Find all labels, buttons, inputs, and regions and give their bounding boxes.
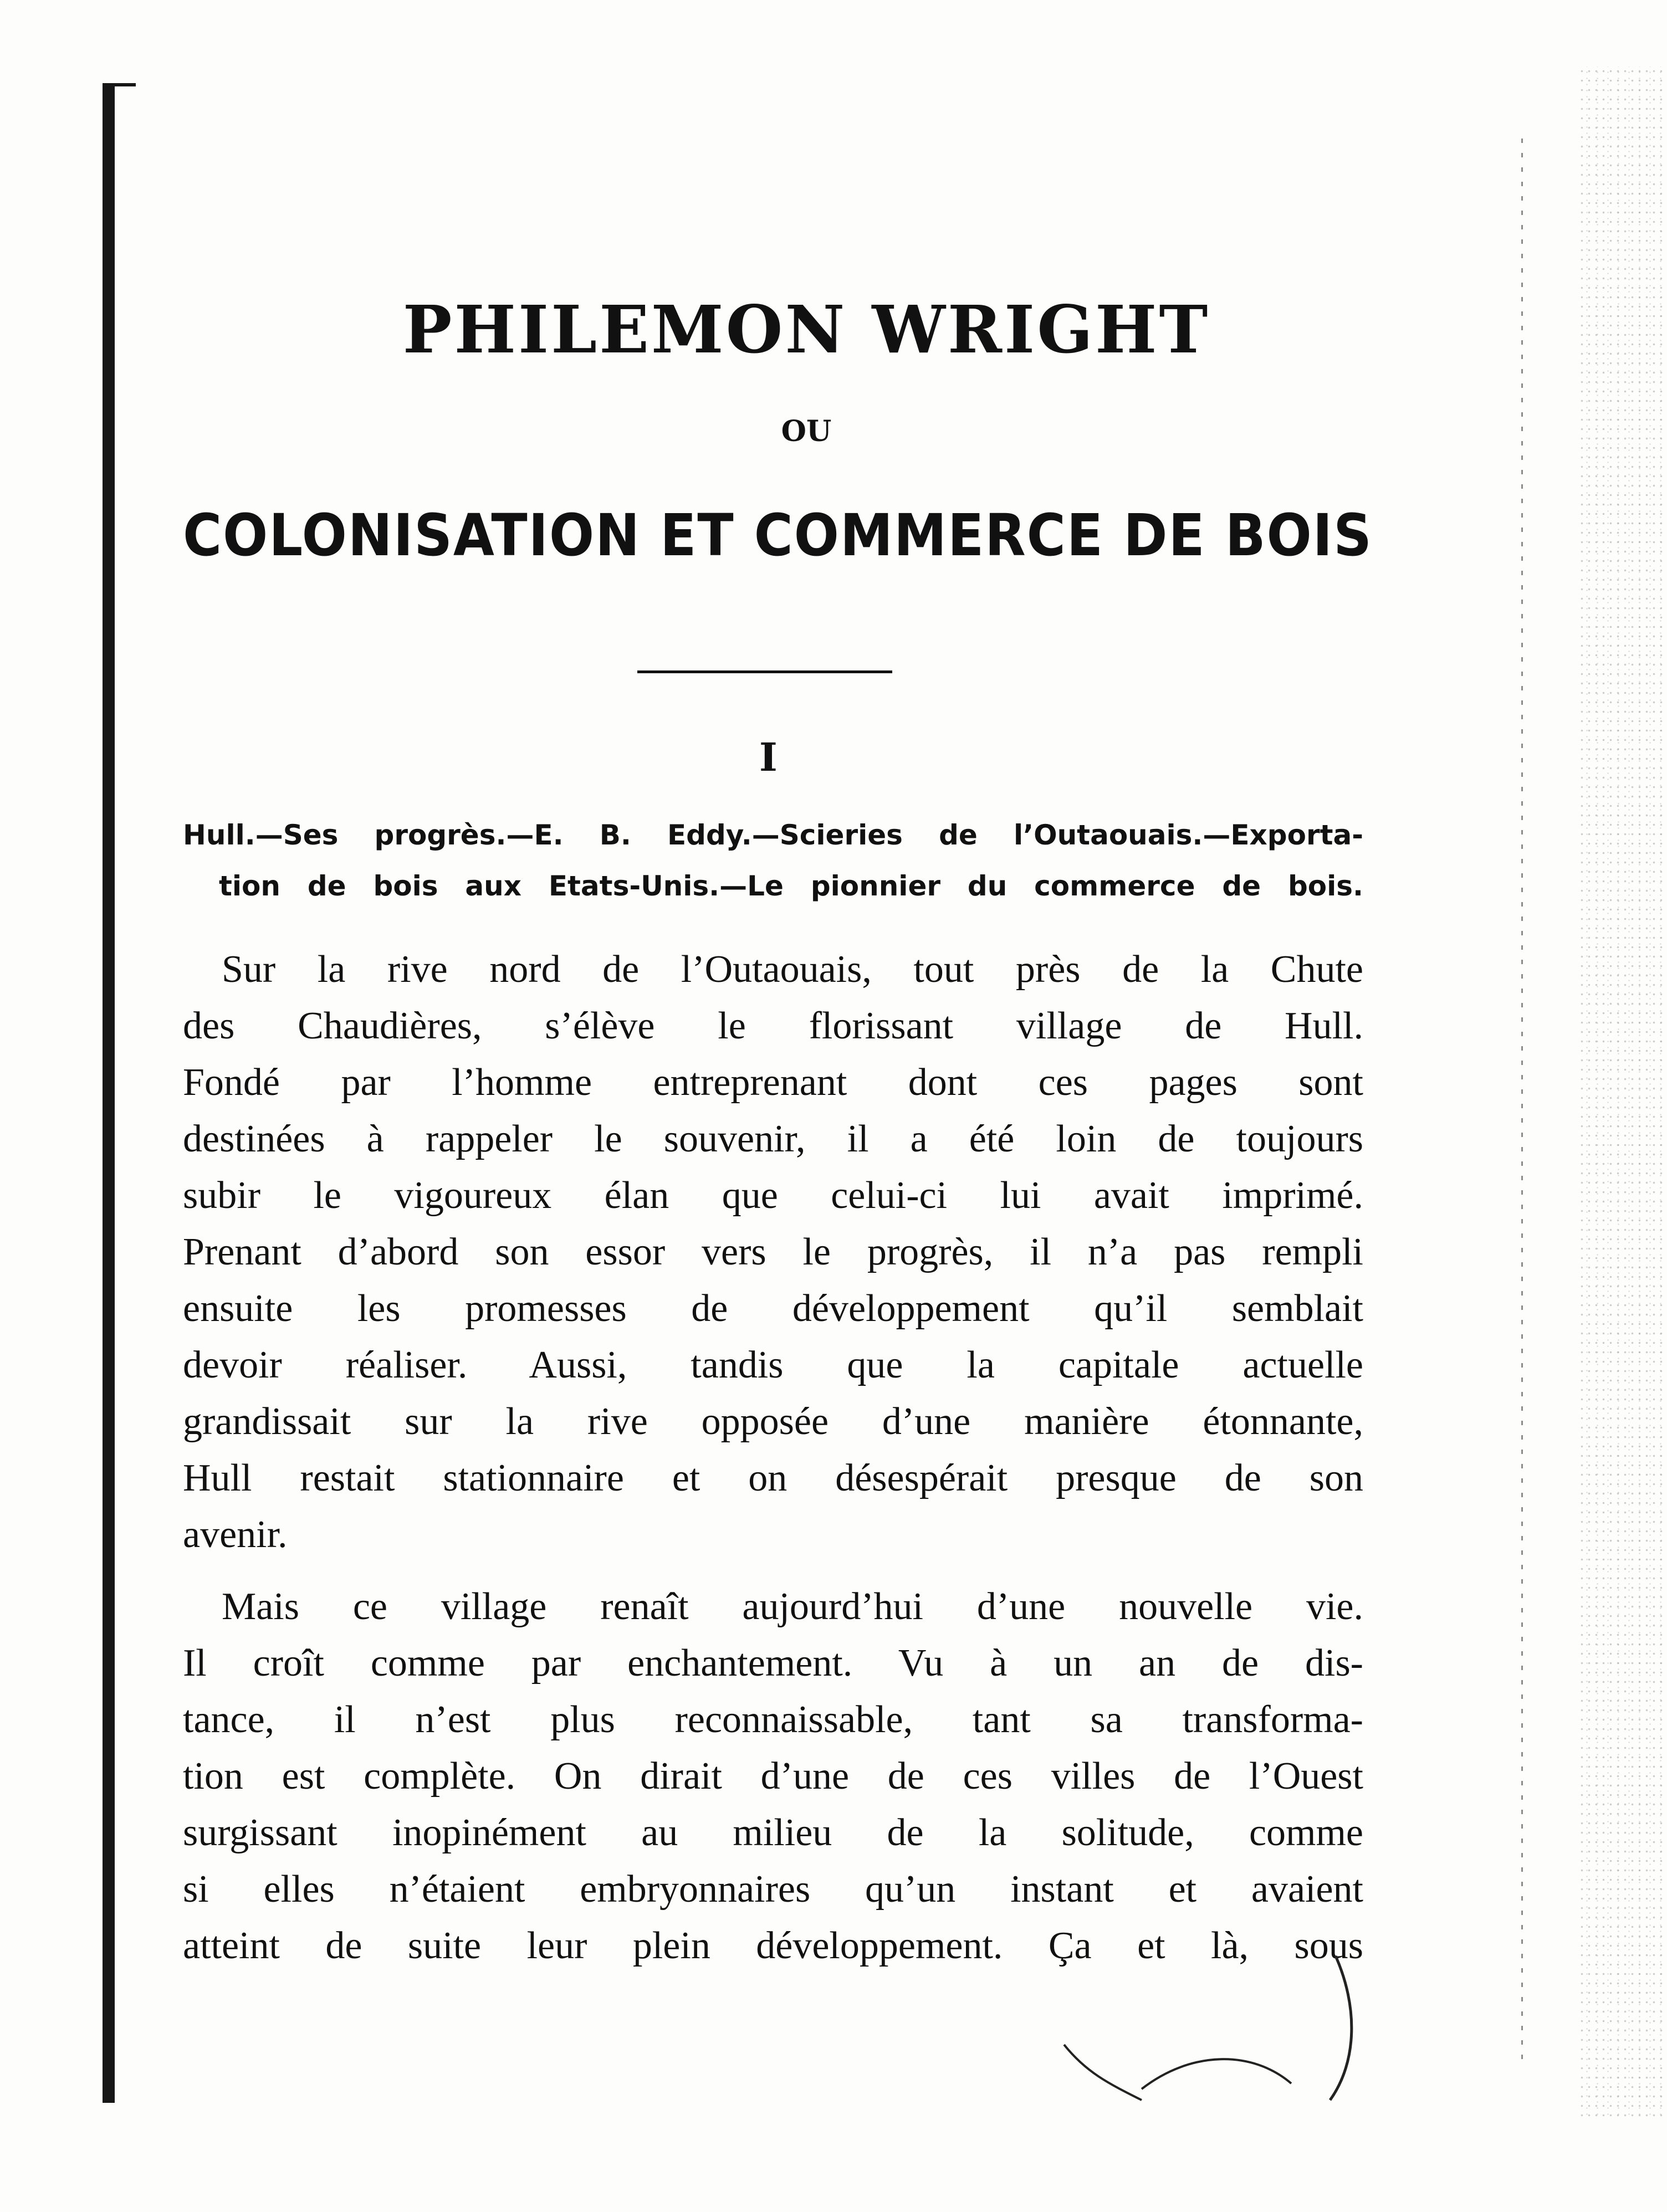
paragraph-1-line: Hull restait stationnaire et on désespérait presque de son (183, 1457, 1363, 1499)
paragraph-1-line: Prenant d’abord son essor vers le progrès, il n’a pas rempli (183, 1231, 1363, 1273)
paragraph-2-line: tance, il n’est plus reconnaissable, tant sa transforma- (183, 1698, 1363, 1741)
paragraph-2-line: surgissant inopinément au milieu de la solitude, comme (183, 1811, 1363, 1854)
paragraph-2-line: tion est complète. On dirait d’une de ces villes de l’Ouest (183, 1755, 1363, 1798)
paragraph-1-line: des Chaudières, s’élève le florissant village de Hull. (183, 1005, 1363, 1047)
chapter-summary-line: Hull.—Ses progrès.—E. B. Eddy.—Scieries de l’Outaouais.—Exporta- (183, 819, 1363, 851)
chapter-number: I (759, 734, 778, 780)
paragraph-1-line: grandissait sur la rive opposée d’une manière étonnante, (183, 1400, 1363, 1443)
paragraph-2-line: Mais ce village renaît aujourd’hui d’une nouvelle vie. (222, 1585, 1363, 1628)
page-title: PHILEMON WRIGHT (402, 291, 1210, 368)
paragraph-1-line: subir le vigoureux élan que celui-ci lui avait imprimé. (183, 1174, 1363, 1217)
title-connector: OU (781, 414, 832, 448)
paragraph-1-line: Sur la rive nord de l’Outaouais, tout près de la Chute (222, 948, 1363, 991)
paragraph-1-line: avenir. (183, 1513, 288, 1556)
paragraph-1-line: Fondé par l’homme entreprenant dont ces pages sont (183, 1061, 1363, 1104)
scan-noise-right-margin (1578, 66, 1667, 2117)
paragraph-1-line: destinées à rappeler le souvenir, il a été loin de toujours (183, 1118, 1363, 1160)
paragraph-2-line: Il croît comme par enchantement. Vu à un an de dis- (183, 1642, 1363, 1684)
page-subtitle: COLONISATION ET COMMERCE DE BOIS (183, 501, 1373, 569)
paragraph-2-line: si elles n’étaient embryonnaires qu’un instant et avaient (183, 1868, 1363, 1911)
binding-shadow (103, 83, 115, 2103)
paragraph-1-line: devoir réaliser. Aussi, tandis que la capitale actuelle (183, 1344, 1363, 1386)
paragraph-2-line: atteint de suite leur plein développement. Ça et là, sous (183, 1924, 1363, 1967)
binding-tick-mark (103, 83, 136, 86)
title-divider-rule (637, 670, 892, 673)
paragraph-1-line: ensuite les promesses de développement qu’il semblait (183, 1287, 1363, 1330)
chapter-summary-line: tion de bois aux Etats-Unis.—Le pionnier du commerce de bois. (219, 870, 1363, 902)
